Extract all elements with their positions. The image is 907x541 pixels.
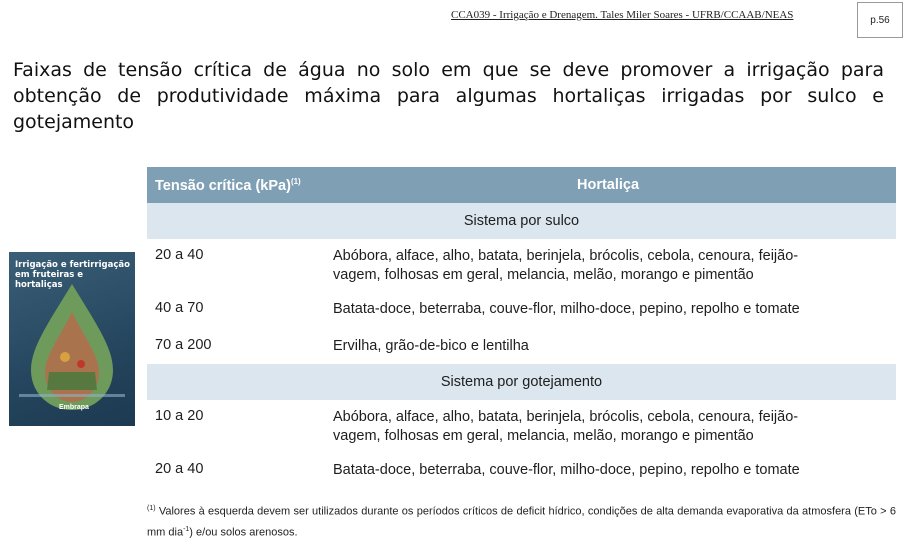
table-footnote: $^{(1)}$ Valores à esquerda devem ser utilizados durante os períodos críticos de deficit hídrico, condições de alta demanda evaporativa da atmosfera (ETo > 6 mm dia$^{-1}$) e/ou solos arenosos. (147, 505, 896, 539)
section-furrow: Sistema por sulco (147, 203, 896, 239)
tension-cell: 70 a 200 (155, 337, 212, 353)
crop-column-header: Hortaliça (577, 177, 640, 193)
crops-cell: Batata-doce, beterraba, couve-flor, milho-doce, pepino, repolho e tomate (333, 462, 800, 478)
table-header (147, 167, 896, 203)
crops-cell: Ervilha, grão-de-bico e lentilha (333, 338, 529, 354)
tension-column-header: Tensão crítica (kPa)$^{(1)}$ (155, 177, 301, 194)
page-number: p.56 (857, 2, 903, 38)
tension-cell: 20 a 40 (155, 461, 204, 477)
table-row (147, 453, 896, 490)
book-cover-image (9, 252, 135, 426)
course-header: CCA039 - Irrigação e Drenagem. Tales Miler Soares - UFRB/CCAAB/NEAS (451, 9, 794, 21)
book-cover-title: Irrigação e fertirrigação em fruteiras e hortaliças (15, 260, 130, 290)
tension-cell: 10 a 20 (155, 408, 204, 424)
embrapa-logo: Embrapa (59, 404, 89, 411)
table-row (147, 329, 896, 364)
table-row (147, 400, 896, 453)
tension-cell: 20 a 40 (155, 247, 204, 263)
table-row (147, 239, 896, 292)
crops-cell: Abóbora, alface, alho, batata, berinjela, brócolis, cebola, cenoura, feijão- vagem, folhosas em geral, melancia, melão, morango e pimentão (333, 248, 799, 283)
crops-cell: Batata-doce, beterraba, couve-flor, milho-doce, pepino, repolho e tomate (333, 301, 800, 317)
tension-cell: 40 a 70 (155, 300, 204, 316)
page-title: Faixas de tensão crítica de água no solo em que se deve promover a irrigação para obtenção de produtividade máxima para algumas hortaliças irrigadas por sulco e gotejamento (13, 59, 884, 133)
table-row (147, 292, 896, 329)
critical-tension-table (147, 167, 896, 490)
section-drip: Sistema por gotejamento (147, 364, 896, 400)
crops-cell: Abóbora, alface, alho, batata, berinjela, brócolis, cebola, cenoura, feijão- vagem, folhosas em geral, melancia, melão, morango e pimentão (333, 409, 799, 444)
